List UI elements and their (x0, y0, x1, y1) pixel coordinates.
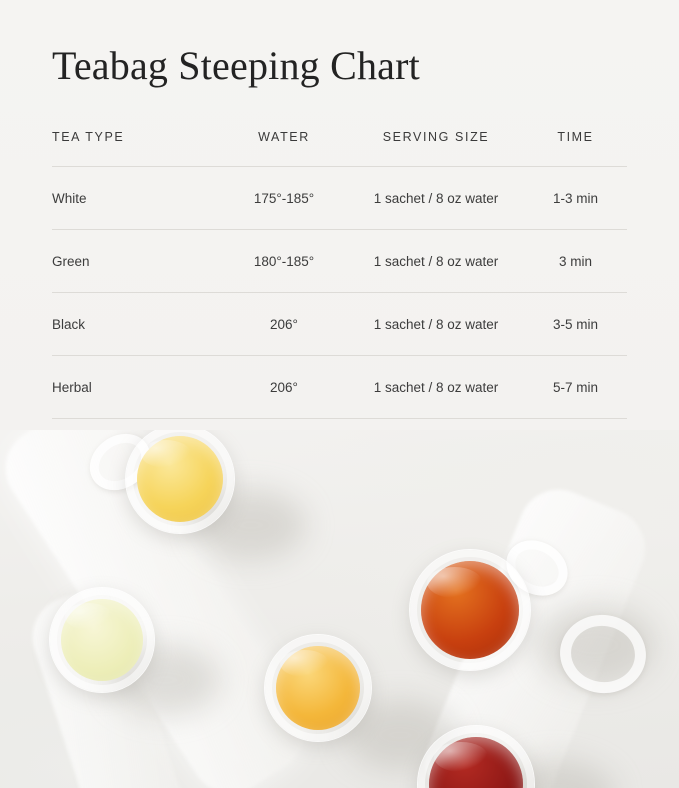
column-header-water: WATER (220, 130, 348, 167)
cell-tea-type: White (52, 167, 220, 230)
column-header-tea-type: TEA TYPE (52, 130, 220, 167)
cell-serving-size: 1 sachet / 8 oz water (348, 230, 524, 293)
table-header (52, 130, 627, 167)
cell-water: 180°-185° (220, 230, 348, 293)
cup-glint (427, 567, 482, 598)
steeping-chart-table (52, 130, 627, 419)
cell-tea-type: Herbal (52, 356, 220, 419)
table-body (52, 167, 627, 419)
cell-time: 1-3 min (524, 167, 627, 230)
cell-time: 3-5 min (524, 293, 627, 356)
cell-time: 5-7 min (524, 356, 627, 419)
table-row (52, 356, 627, 419)
cell-tea-type: Black (52, 293, 220, 356)
pale-yellow-tea-cup (50, 588, 154, 692)
page-title: Teabag Steeping Chart (52, 43, 420, 88)
cell-water: 175°-185° (220, 167, 348, 230)
table-header-row (52, 130, 627, 167)
cell-serving-size: 1 sachet / 8 oz water (348, 167, 524, 230)
tea-cups-photo (0, 430, 679, 788)
cell-tea-type: Green (52, 230, 220, 293)
cup-glint (434, 742, 487, 772)
cell-serving-size: 1 sachet / 8 oz water (348, 293, 524, 356)
cell-serving-size: 1 sachet / 8 oz water (348, 356, 524, 419)
cell-water: 206° (220, 293, 348, 356)
cup-glint (141, 440, 191, 468)
column-header-serving-size: SERVING SIZE (348, 130, 524, 167)
golden-tea-cup (126, 430, 234, 533)
cup-glint (65, 603, 113, 630)
cell-water: 206° (220, 356, 348, 419)
cell-time: 3 min (524, 230, 627, 293)
amber-tea-cup (265, 635, 371, 741)
column-header-time: TIME (524, 130, 627, 167)
table-row (52, 230, 627, 293)
table-row (52, 293, 627, 356)
red-amber-tea-cup (410, 550, 530, 670)
cup-glint (280, 650, 329, 678)
table-row (52, 167, 627, 230)
